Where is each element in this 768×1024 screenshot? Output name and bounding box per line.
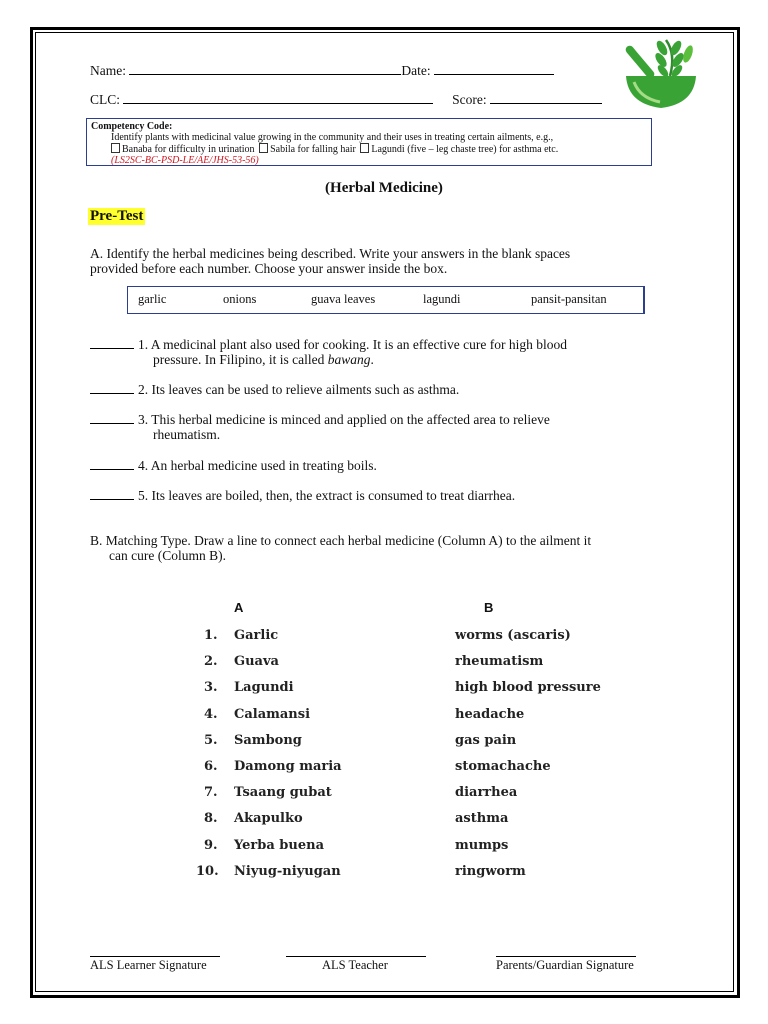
match-row-number: 9.: [204, 837, 218, 853]
choice-item: garlic: [138, 292, 167, 306]
teacher-signature-line[interactable]: [286, 956, 426, 957]
clc-label: CLC:: [90, 92, 121, 107]
match-column-b-item: high blood pressure: [455, 680, 601, 696]
match-column-b-item: ringworm: [455, 863, 526, 879]
question-item-2: [90, 382, 650, 397]
competency-code: (LS2SC-BC-PSD-LE/AE/JHS-53-56): [111, 155, 259, 166]
parent-signature-line[interactable]: [496, 956, 636, 957]
match-row-number: 10.: [196, 863, 219, 879]
match-column-a-item: Tsaang gubat: [234, 785, 332, 801]
clc-blank[interactable]: [123, 91, 433, 104]
match-column-b-item: asthma: [455, 811, 509, 827]
herbal-logo-icon: [618, 36, 704, 112]
answer-blank[interactable]: [90, 488, 134, 500]
section-b-instructions: [90, 533, 591, 563]
question-item-5: [90, 488, 650, 503]
match-column-a-item: Akapulko: [234, 811, 303, 827]
column-a-header: A: [234, 600, 244, 615]
document-title: (Herbal Medicine): [325, 180, 443, 196]
choice-item: lagundi: [423, 292, 461, 306]
match-column-b-item: gas pain: [455, 732, 517, 748]
teacher-signature-label: ALS Teacher: [322, 958, 388, 972]
section-a-instr-line2: provided before each number. Choose your answer inside the box.: [90, 261, 448, 276]
match-row-number: 7.: [204, 785, 218, 801]
match-column-b-item: rheumatism: [455, 654, 544, 670]
competency-box: [86, 118, 652, 166]
question-item-1: [90, 337, 650, 367]
competency-title: Competency Code:: [91, 121, 173, 132]
match-column-a-item: Garlic: [234, 628, 279, 643]
question-text: 3. This herbal medicine is minced and applied on the affected area to relieve: [138, 412, 550, 427]
score-label: Score:: [452, 92, 487, 107]
choice-item: onions: [223, 292, 257, 306]
page-border-inner: [35, 32, 734, 992]
question-text: 1. A medicinal plant also used for cooking. It is an effective cure for high blood: [138, 337, 568, 352]
question-text-end: .: [370, 352, 374, 367]
choice-item: pansit-pansitan: [531, 292, 607, 306]
match-row-number: 3.: [204, 680, 218, 696]
date-blank[interactable]: [434, 62, 554, 75]
match-column-b-item: mumps: [455, 837, 509, 853]
match-column-a-item: Niyug-niyugan: [234, 863, 341, 879]
match-row-number: 2.: [204, 654, 218, 670]
question-text: 4. An herbal medicine used in treating boils.: [138, 458, 377, 473]
match-row-number: 5.: [204, 732, 218, 748]
section-b-instr-line2: can cure (Column B).: [109, 548, 226, 563]
answer-blank[interactable]: [90, 382, 134, 394]
match-column-a-item: Sambong: [234, 732, 302, 748]
section-a-instr-line1: A. Identify the herbal medicines being described. Write your answers in the blank spaces: [90, 246, 571, 261]
checkbox-icon: [360, 143, 369, 153]
section-b-instr-line1: B. Matching Type. Draw a line to connect each herbal medicine (Column A) to the ailment it: [90, 533, 592, 548]
learner-signature-line[interactable]: [90, 956, 220, 957]
question-text-cont: rheumatism.: [153, 427, 221, 442]
checkbox-icon: [259, 143, 268, 153]
match-column-a-item: Guava: [234, 654, 279, 670]
question-text: 2. Its leaves can be used to relieve ailments such as asthma.: [138, 382, 460, 397]
match-column-a-item: Lagundi: [234, 680, 294, 696]
question-text-cont: pressure. In Filipino, it is called: [153, 352, 328, 367]
name-label: Name:: [90, 63, 126, 78]
learner-signature-label: ALS Learner Signature: [90, 958, 207, 972]
match-column-b-item: diarrhea: [455, 785, 518, 801]
competency-text-line1: Identify plants with medicinal value growing in the community and their uses in treating certain ailments, e.g.,: [111, 132, 554, 143]
score-blank[interactable]: [490, 91, 602, 104]
column-b-header: B: [484, 600, 494, 615]
question-text: 5. Its leaves are boiled, then, the extract is consumed to treat diarrhea.: [138, 488, 516, 503]
question-emphasis: bawang: [327, 352, 371, 367]
competency-text-line2: [91, 143, 647, 155]
choice-item: guava leaves: [311, 292, 376, 306]
section-a-instructions: [90, 246, 570, 276]
match-row-number: 6.: [204, 759, 218, 774]
checkbox-icon: [111, 143, 120, 153]
match-column-a-item: Calamansi: [234, 706, 311, 722]
question-item-3: [90, 412, 650, 442]
match-row-number: 1.: [204, 628, 218, 643]
match-row-number: 8.: [204, 811, 218, 827]
match-column-a-item: Yerba buena: [234, 837, 324, 853]
answer-blank[interactable]: [90, 458, 134, 470]
match-column-b-item: headache: [455, 706, 525, 722]
choices-box: [127, 286, 645, 314]
match-row-number: 4.: [204, 706, 218, 722]
answer-blank[interactable]: [90, 412, 134, 424]
competency-example-1: Banaba for difficulty in urination: [122, 144, 255, 155]
answer-blank[interactable]: [90, 337, 134, 349]
name-blank[interactable]: [129, 62, 401, 75]
competency-example-3: Lagundi (five – leg chaste tree) for asthma etc.: [371, 144, 559, 155]
match-column-a-item: Damong maria: [234, 759, 342, 774]
name-field: [90, 62, 554, 79]
match-column-b-item: stomachache: [455, 759, 551, 774]
question-item-4: [90, 458, 650, 473]
clc-field: [90, 91, 602, 108]
pretest-heading: Pre-Test: [90, 208, 144, 224]
competency-example-2: Sabila for falling hair: [270, 144, 356, 155]
match-column-b-item: worms (ascaris): [455, 628, 571, 643]
parent-signature-label: Parents/Guardian Signature: [496, 958, 634, 972]
date-label: Date:: [401, 63, 431, 78]
